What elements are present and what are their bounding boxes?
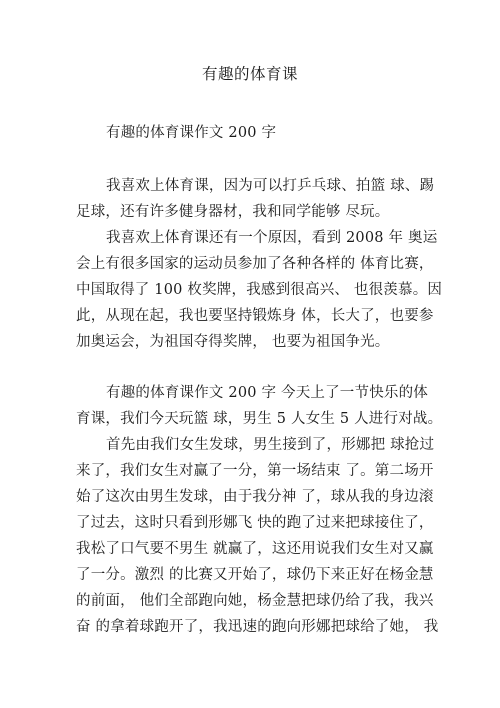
- paragraph-2-line-2: 会上有很多国家的运动员参加了各种各样的 体育比赛，: [76, 256, 434, 272]
- paragraph-4-line-5: 我松了口气要不男生 就赢了，这还用说我们女生对又赢: [76, 541, 434, 557]
- paragraph-3-line-1: 有趣的体育课作文 200 字 今天上了一节快乐的体: [106, 385, 429, 401]
- paragraph-4-line-8: 奋 的拿着球跑开了，我迅速的跑向形娜把球给了她， 我: [76, 619, 439, 635]
- paragraph-2-line-4: 此，从现在起，我也要坚持锻炼身 体，长大了，也要参: [76, 308, 434, 324]
- document-subtitle: 有趣的体育课作文 200 字: [106, 125, 277, 141]
- paragraph-4-line-3: 始了这次由男生发球，由于我分神 了，球从我的身边滚: [76, 489, 434, 505]
- paragraph-1-line-1: 我喜欢上体育课，因为可以打乒乓球、拍篮 球、踢: [106, 178, 435, 194]
- document-title: 有趣的体育课: [201, 65, 298, 83]
- paragraph-3-line-2: 育课，我们今天玩篮 球，男生 5 人女生 5 人进行对战。: [76, 411, 443, 427]
- paragraph-4-line-2: 来了，我们女生对赢了一分，第一场结束 了。第二场开: [76, 463, 434, 479]
- paragraph-2-line-5: 加奥运会，为祖国夺得奖牌， 也要为祖国争光。: [76, 334, 390, 350]
- paragraph-4-line-6: 了一分。激烈 的比赛又开始了，球仍下来正好在杨金慧: [76, 567, 434, 583]
- paragraph-4-line-7: 的前面， 他们全部跑向她，杨金慧把球仍给了我，我兴: [76, 593, 434, 609]
- paragraph-2-line-3: 中国取得了 100 枚奖牌，我感到很高兴、 也很羡慕。因: [76, 282, 443, 298]
- paragraph-4-line-4: 了过去，这时只看到形娜飞 快的跑了过来把球接住了，: [76, 515, 434, 531]
- paragraph-2-line-1: 我喜欢上体育课还有一个原因，看到 2008 年 奥运: [106, 230, 438, 246]
- paragraph-1-line-2: 足球，还有许多健身器材，我和同学能够 尽玩。: [76, 204, 390, 220]
- paragraph-4-line-1: 首先由我们女生发球，男生接到了，形娜把 球抢过: [106, 437, 435, 453]
